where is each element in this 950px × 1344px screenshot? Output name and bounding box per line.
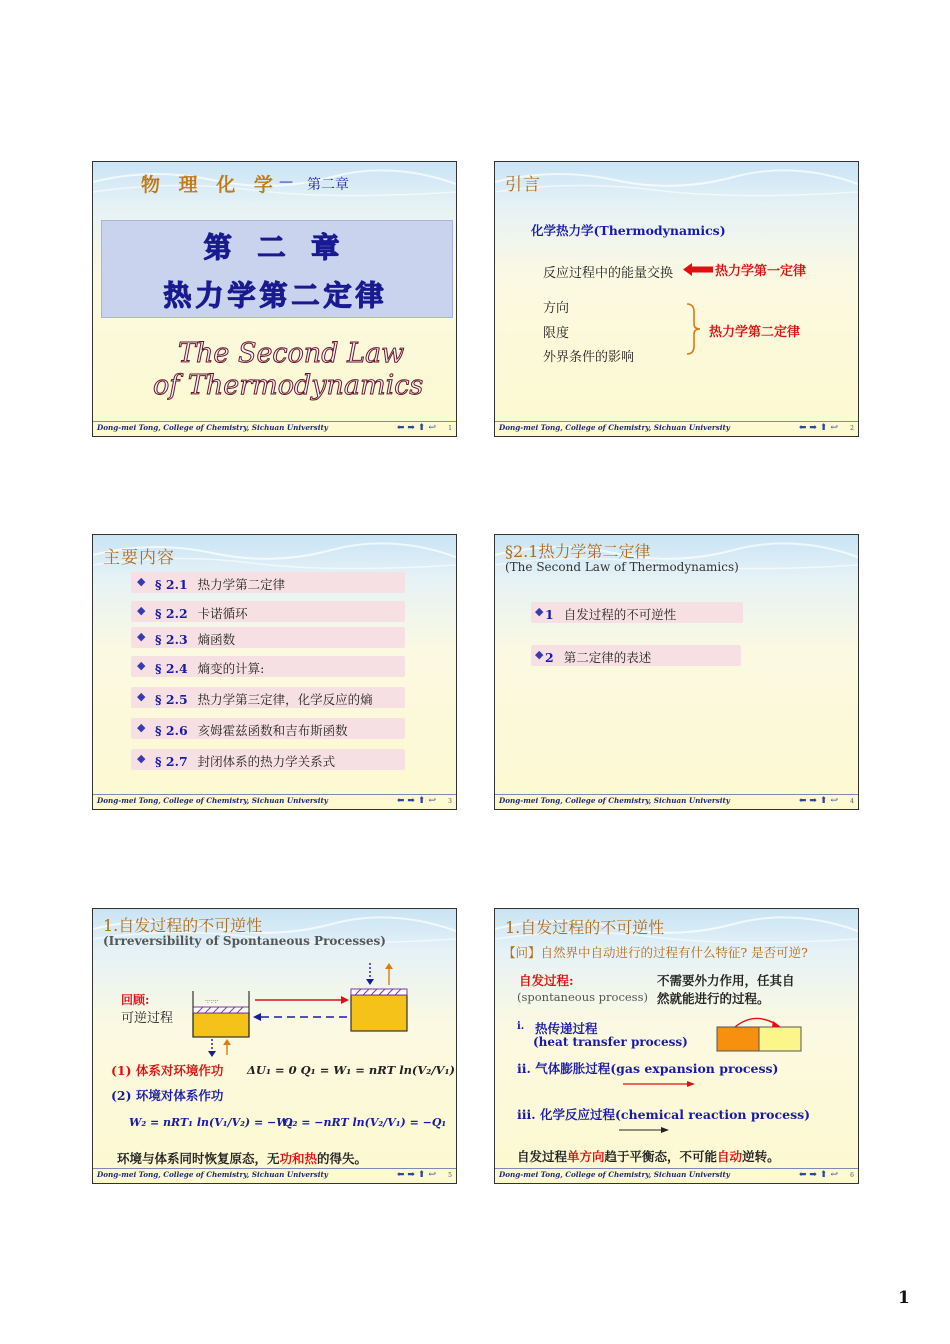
left-arrow-icon[interactable]: ⬅ <box>396 423 405 433</box>
conclusion-highlight-2: 自动 <box>717 1149 743 1164</box>
right-arrow-icon <box>623 1079 695 1089</box>
slide-6 <box>494 908 859 1184</box>
page-number: 1 <box>898 1288 910 1308</box>
conclusion-highlight-1: 单方向 <box>567 1149 605 1164</box>
right-arrow-icon[interactable]: ➡ <box>407 796 415 806</box>
right-arrow-icon <box>619 1125 669 1135</box>
reversible-label: 可逆过程 <box>121 1011 174 1026</box>
contents-item[interactable] <box>131 572 405 593</box>
slide-title: 引言 <box>505 175 541 195</box>
section-label: 熵函数 <box>197 632 236 647</box>
slide-3 <box>92 534 457 810</box>
slide-5 <box>92 908 457 1184</box>
contents-item[interactable] <box>131 687 405 708</box>
section-label: 封闭体系的热力学关系式 <box>197 754 336 769</box>
question: 【问】自然界中自动进行的过程有什么特征? 是否可逆? <box>503 945 808 960</box>
section-number: § 2.5 <box>155 692 188 707</box>
slide-1 <box>92 161 457 437</box>
heat-transfer-diagram <box>715 1013 807 1053</box>
footer-credit: Dong-mei Tong, College of Chemistry, Sichuan University <box>499 423 730 432</box>
example-1-number: i. <box>517 1021 525 1032</box>
footer-credit: Dong-mei Tong, College of Chemistry, Sichuan University <box>499 796 730 805</box>
equation-2a: W₂ = nRT₁ ln(V₁/V₂) = −W₁ <box>129 1116 294 1129</box>
diamond-icon: ◆ <box>137 659 146 672</box>
right-arrow-icon[interactable]: ➡ <box>407 1170 415 1180</box>
expanded-gas-container <box>349 955 413 1035</box>
section-number: § 2.2 <box>155 606 188 621</box>
footer-credit: Dong-mei Tong, College of Chemistry, Sichuan University <box>499 1170 730 1179</box>
definition-line2: 然就能进行的过程。 <box>657 991 770 1006</box>
slide-footer <box>495 1168 858 1183</box>
svg-text:·:·:·:·: ·:·:·:· <box>205 998 219 1005</box>
slide-title: 1.自发过程的不可逆性 <box>103 916 263 935</box>
contents-item[interactable] <box>131 601 405 622</box>
section-label: 亥姆霍兹函数和吉布斯函数 <box>197 723 348 738</box>
footer-credit: Dong-mei Tong, College of Chemistry, Sichuan University <box>97 1170 328 1179</box>
slide-number: 3 <box>448 798 452 805</box>
second-law: 热力学第二定律 <box>709 325 801 340</box>
nav-buttons <box>397 423 436 434</box>
nav-buttons <box>397 796 436 807</box>
external-conditions: 外界条件的影响 <box>543 350 635 365</box>
chapter-label: 第二章 <box>307 177 349 193</box>
up-arrow-icon[interactable]: ⬆ <box>417 796 426 806</box>
right-arrow-icon[interactable]: ➡ <box>809 1170 817 1180</box>
diamond-icon: ◆ <box>535 605 544 618</box>
slide-subtitle: (Irreversibility of Spontaneous Processes) <box>103 934 386 948</box>
topic-item[interactable] <box>531 645 741 666</box>
wave-decoration <box>495 162 858 202</box>
return-icon[interactable]: ↩ <box>428 1170 436 1180</box>
section-number: § 2.6 <box>155 723 188 738</box>
right-arrow-icon[interactable]: ➡ <box>809 796 817 806</box>
return-icon[interactable]: ↩ <box>428 796 436 806</box>
diamond-icon: ◆ <box>137 690 146 703</box>
conclusion-text-a: 自发过程 <box>517 1149 568 1164</box>
direction: 方向 <box>543 301 570 316</box>
topic-number: 2 <box>545 650 554 665</box>
up-arrow-icon[interactable]: ⬆ <box>819 423 828 433</box>
diamond-icon: ◆ <box>137 752 146 765</box>
right-arrow-icon[interactable]: ➡ <box>809 423 817 433</box>
footer-credit: Dong-mei Tong, College of Chemistry, Sichuan University <box>97 796 328 805</box>
slide-footer <box>495 421 858 436</box>
first-law: 热力学第一定律 <box>715 264 807 279</box>
compressed-gas-container <box>191 971 261 1057</box>
spontaneous-en: (spontaneous process) <box>517 990 648 1004</box>
diamond-icon: ◆ <box>137 604 146 617</box>
example-2: ii. 气体膨胀过程(gas expansion process) <box>517 1061 779 1076</box>
return-icon[interactable]: ↩ <box>830 423 838 433</box>
spontaneous-label: 自发过程: <box>519 973 574 988</box>
system-does-work: (1) 体系对环境作功 <box>111 1063 224 1078</box>
definition-line1: 不需要外力作用，任其自 <box>657 973 795 988</box>
slide-number: 4 <box>850 798 854 805</box>
right-arrow-icon[interactable]: ➡ <box>407 423 415 433</box>
slide-number: 6 <box>850 1172 854 1179</box>
nav-buttons <box>799 1170 838 1181</box>
section-number: § 2.7 <box>155 754 188 769</box>
chapter-big: 第 二 章 <box>203 231 348 264</box>
return-icon[interactable]: ↩ <box>428 423 436 433</box>
nav-buttons <box>397 1170 436 1181</box>
slide-4 <box>494 534 859 810</box>
diamond-icon: ◆ <box>137 721 146 734</box>
up-arrow-icon[interactable]: ⬆ <box>819 796 828 806</box>
slide-footer <box>93 794 456 809</box>
section-number: § 2.1 <box>155 577 188 592</box>
conclusion <box>117 1149 367 1167</box>
contents-item[interactable] <box>131 627 405 648</box>
left-arrow-icon[interactable]: ⬅ <box>396 796 405 806</box>
left-arrow-icon[interactable]: ⬅ <box>396 1170 405 1180</box>
limit: 限度 <box>543 326 570 341</box>
conclusion-text: 环境与体系同时恢复原态，无 <box>117 1151 280 1166</box>
diamond-icon: ◆ <box>535 648 544 661</box>
conclusion-text-e: 逆转。 <box>742 1149 780 1164</box>
return-icon[interactable]: ↩ <box>830 1170 838 1180</box>
topic-number: 1 <box>545 607 554 622</box>
slide-subtitle: (The Second Law of Thermodynamics) <box>505 560 739 574</box>
thermo-heading: 化学热力学(Thermodynamics) <box>531 223 726 238</box>
equation-1: ΔU₁ = 0 Q₁ = W₁ = nRT ln(V₂/V₁) <box>247 1063 455 1077</box>
title-dash: — <box>279 174 293 190</box>
left-arrow-icon[interactable]: ⬅ <box>798 423 807 433</box>
slide-title: 主要内容 <box>103 548 175 568</box>
contents-item[interactable] <box>131 749 405 770</box>
section-label: 卡诺循环 <box>197 606 248 621</box>
footer-credit: Dong-mei Tong, College of Chemistry, Sichuan University <box>97 423 328 432</box>
topic-item[interactable] <box>531 602 743 623</box>
conclusion-end: 的得失。 <box>317 1151 368 1166</box>
slide-footer <box>93 1168 456 1183</box>
conclusion <box>517 1147 780 1165</box>
equation-2b: Q₂ = −nRT ln(V₂/V₁) = −Q₁ <box>283 1116 447 1129</box>
up-arrow-icon[interactable]: ⬆ <box>417 423 426 433</box>
review-label: 回顾: <box>121 993 150 1007</box>
brace-icon <box>685 302 703 356</box>
example-1-cn: 热传递过程 <box>535 1021 598 1036</box>
english-title-line2: of Thermodynamics <box>153 370 424 401</box>
example-1-en: (heat transfer process) <box>533 1035 688 1049</box>
slide-number: 2 <box>850 425 854 432</box>
slide-2 <box>494 161 859 437</box>
up-arrow-icon[interactable]: ⬆ <box>417 1170 426 1180</box>
left-arrow-icon <box>683 263 713 276</box>
return-icon[interactable]: ↩ <box>830 796 838 806</box>
topic-label: 第二定律的表述 <box>563 650 652 665</box>
left-arrow-icon[interactable]: ⬅ <box>798 1170 807 1180</box>
contents-item[interactable] <box>131 718 405 739</box>
course-title: 物 理 化 学 <box>141 174 279 196</box>
slide-title: §2.1热力学第二定律 <box>505 542 651 561</box>
nav-buttons <box>799 796 838 807</box>
process-arrows <box>253 995 349 1025</box>
energy-exchange: 反应过程中的能量交换 <box>543 266 674 281</box>
left-arrow-icon[interactable]: ⬅ <box>798 796 807 806</box>
slide-footer <box>495 794 858 809</box>
diamond-icon: ◆ <box>137 575 146 588</box>
section-label: 热力学第二定律 <box>197 577 286 592</box>
nav-buttons <box>799 423 838 434</box>
slide-title: 1.自发过程的不可逆性 <box>505 918 665 937</box>
section-number: § 2.4 <box>155 661 188 676</box>
chapter-title-big: 热力学第二定律 <box>163 279 388 312</box>
up-arrow-icon[interactable]: ⬆ <box>819 1170 828 1180</box>
conclusion-highlight: 功和热 <box>279 1151 318 1166</box>
slide-number: 5 <box>448 1172 452 1179</box>
diamond-icon: ◆ <box>137 630 146 643</box>
example-3: iii. 化学反应过程(chemical reaction process) <box>517 1107 811 1122</box>
surroundings-do-work: (2) 环境对体系作功 <box>111 1088 224 1103</box>
topic-label: 自发过程的不可逆性 <box>563 607 677 622</box>
section-number: § 2.3 <box>155 632 188 647</box>
conclusion-text-c: 趋于平衡态，不可能 <box>604 1149 718 1164</box>
contents-item[interactable] <box>131 656 405 677</box>
english-title-line1: The Second Law <box>178 338 405 369</box>
slide-number: 1 <box>448 425 452 432</box>
section-label: 熵变的计算: <box>197 661 265 676</box>
slide-footer <box>93 421 456 436</box>
section-label: 热力学第三定律，化学反应的熵 <box>197 692 373 707</box>
